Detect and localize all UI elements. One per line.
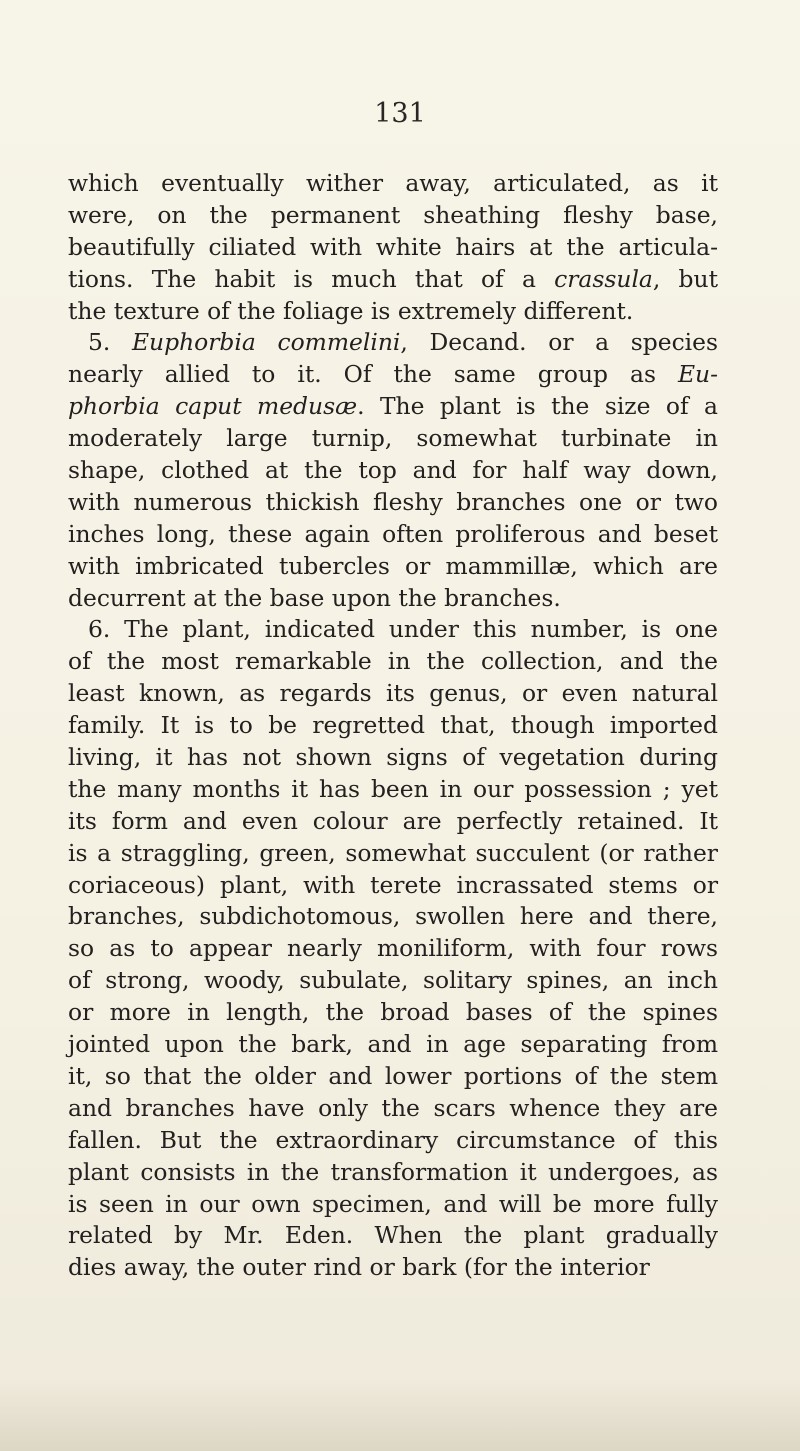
text-line: 5. Euphorbia commelini, Decand. or a species	[88, 328, 718, 357]
italic-term: Euphorbia commelini	[131, 328, 401, 357]
text-line: is seen in our own specimen, and will be more fully	[68, 1189, 718, 1218]
text-line: which eventually wither away, articulated, as it	[68, 169, 718, 197]
text-line: of strong, woody, subulate, solitary spines, an inch	[68, 966, 718, 995]
text-line: its form and even colour are perfectly retained. It	[68, 806, 718, 835]
text-line: coriaceous) plant, with terete incrassated stems or	[68, 870, 718, 899]
text-line: tions. The habit is much that of a crassula, but	[68, 264, 718, 293]
text-line: phorbia caput medusæ. The plant is the size of a	[68, 392, 719, 421]
text-line: shape, clothed at the top and for half way down,	[68, 456, 718, 485]
italic-term: phorbia caput medusæ	[68, 392, 358, 421]
page-bottom-shadow	[0, 1380, 800, 1451]
text-line: branches, subdichotomous, swollen here and there,	[68, 902, 718, 931]
text-line: 6. The plant, indicated under this number, is one	[88, 615, 718, 644]
text-line: with numerous thickish fleshy branches one or two	[68, 487, 718, 516]
text-line: plant consists in the transformation it undergoes, as	[68, 1157, 718, 1186]
text-line: jointed upon the bark, and in age separating from	[68, 1030, 718, 1059]
text-line: the texture of the foliage is extremely different.	[68, 296, 634, 325]
text-line: of the most remarkable in the collection, and the	[68, 647, 718, 676]
italic-term: Eu-	[677, 360, 718, 389]
text-line: living, it has not shown signs of vegetation during	[68, 743, 718, 772]
italic-term: crassula	[554, 264, 653, 293]
body-text	[68, 168, 718, 1284]
text-line: nearly allied to it. Of the same group as Eu-	[68, 360, 718, 389]
text-line: it, so that the older and lower portions of the stem	[68, 1061, 718, 1090]
text-line: least known, as regards its genus, or even natural	[68, 679, 718, 708]
text-line: is a straggling, green, somewhat succulent (or rather	[68, 838, 718, 867]
text-line: the many months it has been in our possession ; yet	[68, 774, 718, 803]
text-line: dies away, the outer rind or bark (for the interior	[68, 1253, 650, 1282]
text-line: were, on the permanent sheathing fleshy base,	[68, 200, 718, 229]
text-line: related by Mr. Eden. When the plant gradually	[68, 1221, 718, 1250]
text-line: fallen. But the extraordinary circumstance of this	[68, 1125, 718, 1154]
text-line: or more in length, the broad bases of the spines	[68, 998, 718, 1027]
text-line: so as to appear nearly moniliform, with four rows	[68, 934, 718, 963]
text-line: with imbricated tubercles or mammillæ, which are	[68, 551, 718, 580]
text-line: beautifully ciliated with white hairs at the articula-	[68, 232, 718, 261]
text-line: family. It is to be regretted that, though imported	[68, 711, 718, 740]
text-line: decurrent at the base upon the branches.	[68, 583, 561, 612]
text-line: and branches have only the scars whence they are	[68, 1093, 718, 1122]
page-number: 131	[374, 98, 426, 129]
text-line: inches long, these again often proliferous and beset	[68, 519, 718, 548]
text-line: moderately large turnip, somewhat turbinate in	[68, 424, 718, 453]
